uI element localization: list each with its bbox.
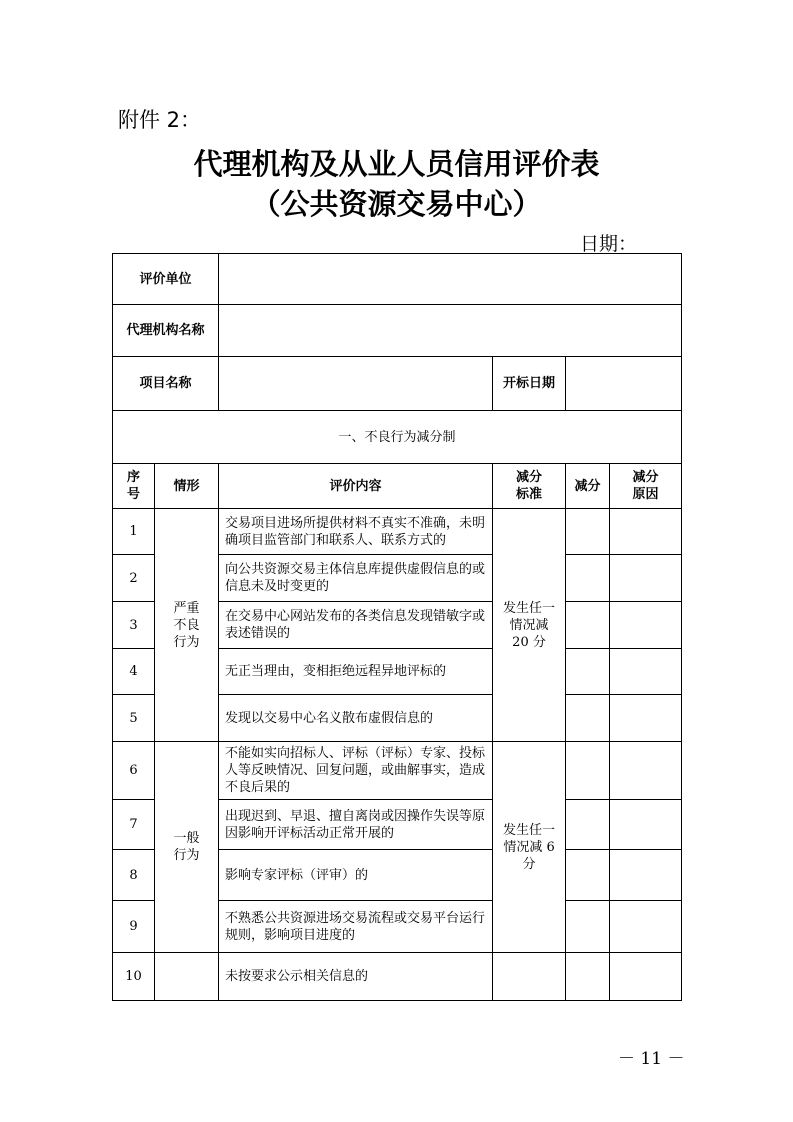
table-row: [113, 742, 682, 800]
info-row-project: [113, 357, 682, 411]
deduct-field[interactable]: [566, 695, 610, 742]
header-row: [113, 464, 682, 509]
row-number: 6: [113, 742, 155, 800]
form-title: 代理机构及从业人员信用评价表: [193, 147, 600, 181]
deduct-standard-general: 发生任一 情况减 6 分: [493, 742, 566, 953]
row-number: 5: [113, 695, 155, 742]
deduct-field[interactable]: [566, 953, 610, 1001]
reason-field[interactable]: [610, 953, 682, 1001]
row-content: 不熟悉公共资源进场交易流程或交易平台运行规则，影响项目进度的: [219, 901, 493, 953]
project-name-field[interactable]: [219, 357, 493, 411]
deduct-field[interactable]: [566, 602, 610, 649]
row-number: 2: [113, 555, 155, 602]
bid-open-date-field[interactable]: [566, 357, 682, 411]
header-situation: 情形: [155, 464, 219, 509]
row-number: 4: [113, 649, 155, 695]
row-content: 影响专家评标（评审）的: [219, 850, 493, 901]
deduct-field[interactable]: [566, 649, 610, 695]
table-row: [113, 953, 682, 1001]
attachment-label: 附件 2：: [118, 108, 202, 132]
info-row-agency-name: [113, 305, 682, 357]
row-number: 3: [113, 602, 155, 649]
reason-field[interactable]: [610, 602, 682, 649]
eval-unit-field[interactable]: [219, 254, 682, 305]
reason-field[interactable]: [610, 742, 682, 800]
eval-unit-label: 评价单位: [113, 254, 219, 305]
deduct-field[interactable]: [566, 850, 610, 901]
reason-field[interactable]: [610, 555, 682, 602]
deduct-standard-empty: [493, 953, 566, 1001]
deduct-field[interactable]: [566, 800, 610, 850]
deduct-field[interactable]: [566, 555, 610, 602]
row-number: 7: [113, 800, 155, 850]
reason-field[interactable]: [610, 695, 682, 742]
deduct-field[interactable]: [566, 742, 610, 800]
credit-evaluation-table: [112, 253, 682, 1001]
deduct-field[interactable]: [566, 901, 610, 953]
category-serious: 严重 不良 行为: [155, 509, 219, 742]
row-content: 无正当理由，变相拒绝远程异地评标的: [219, 649, 493, 695]
row-content: 交易项目进场所提供材料不真实不准确，未明确项目监管部门和联系人、联系方式的: [219, 509, 493, 555]
row-number: 1: [113, 509, 155, 555]
header-content: 评价内容: [219, 464, 493, 509]
bid-open-date-label: 开标日期: [493, 357, 566, 411]
row-content: 发现以交易中心名义散布虚假信息的: [219, 695, 493, 742]
header-deduct-reason: 减分 原因: [610, 464, 682, 509]
row-content: 出现迟到、早退、擅自离岗或因操作失误等原因影响开评标活动正常开展的: [219, 800, 493, 850]
category-general: 一般 行为: [155, 742, 219, 953]
header-deduct-standard: 减分 标准: [493, 464, 566, 509]
agency-name-label: 代理机构名称: [113, 305, 219, 357]
page-number: － 11 －: [618, 1049, 685, 1069]
row-number: 8: [113, 850, 155, 901]
row-number: 9: [113, 901, 155, 953]
reason-field[interactable]: [610, 901, 682, 953]
section-title: 一、不良行为减分制: [113, 411, 682, 464]
row-content: 在交易中心网站发布的各类信息发现错敏字或表述错误的: [219, 602, 493, 649]
deduct-field[interactable]: [566, 509, 610, 555]
form-subtitle: （公共资源交易中心）: [251, 187, 542, 221]
category-empty: [155, 953, 219, 1001]
row-number: 10: [113, 953, 155, 1001]
row-content: 不能如实向招标人、评标（评标）专家、投标人等反映情况、回复问题，或曲解事实，造成不良后果的: [219, 742, 493, 800]
reason-field[interactable]: [610, 800, 682, 850]
info-row-eval-unit: [113, 254, 682, 305]
row-content: 向公共资源交易主体信息库提供虚假信息的或信息未及时变更的: [219, 555, 493, 602]
header-deduct: 减分: [566, 464, 610, 509]
deduct-standard-serious: 发生任一 情况减 20 分: [493, 509, 566, 742]
section-row: [113, 411, 682, 464]
agency-name-field[interactable]: [219, 305, 682, 357]
reason-field[interactable]: [610, 509, 682, 555]
table-row: [113, 509, 682, 555]
project-name-label: 项目名称: [113, 357, 219, 411]
date-label: 日期：: [580, 233, 638, 255]
row-content: 未按要求公示相关信息的: [219, 953, 493, 1001]
reason-field[interactable]: [610, 649, 682, 695]
header-seq: 序 号: [113, 464, 155, 509]
reason-field[interactable]: [610, 850, 682, 901]
